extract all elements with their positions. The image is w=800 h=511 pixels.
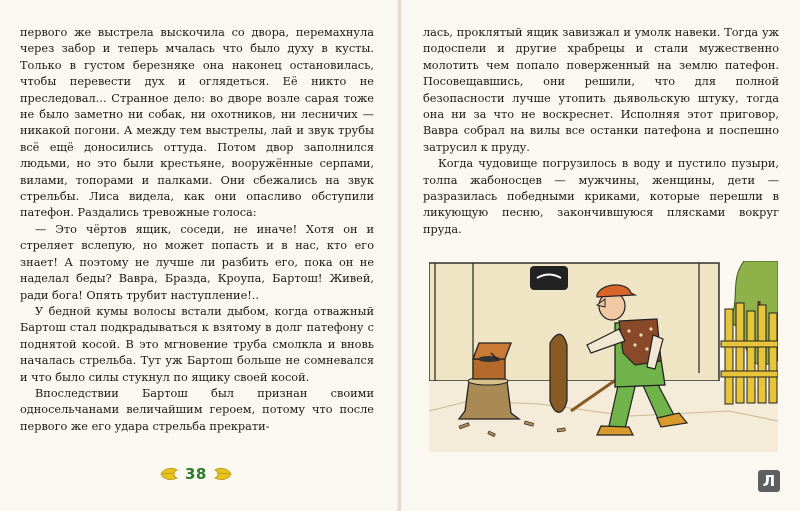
left-page: [0, 0, 399, 511]
gramophone-box: [473, 343, 511, 379]
paragraph: Впоследствии Бартош был признан своими односельчанами величайшим героем, потому что после первого же его удара стрельба прекрати-: [20, 386, 374, 433]
paragraph: У бедной кумы волосы встали дыбом, когда отважный Бартош стал подкрадываться к взятому в долг патефону с поднятой косой. В это мгновение труба смолкла и вновь началась стрельба. Тут уж Бартош больше не сомневался и что было силы стукнул по ящику своей косой.: [20, 304, 374, 384]
right-page: [401, 0, 800, 511]
paragraph: — Это чёртов ящик, соседи, не иначе! Хотя он и стреляет вслепую, но может попасть и в нас, кто его знает! А поэтому не лучше ли разбить его, пока он не наделал беды? Вавра, Бразда, Кроупа, Бартош! Живей, ради бога! Опять трубит наступление!..: [20, 222, 374, 302]
page-number: 38: [185, 465, 207, 483]
fence: [721, 303, 778, 404]
paragraph: лась, проклятый ящик завизжал и умолк навеки. Тогда уж подоспели и другие храбрецы и стали мужественно молотить чем попало поверженный на землю патефон. Посовещавшись, они решили, что для полной безопасности лучше утопить дьявольскую штуку, тогда она ни за что не воскреснет. Исполняя этот приговор, Вавра собрал на вилы все останки патефона и поспешно затрусил к пруду.: [423, 26, 779, 154]
leaf-ornament-icon: [214, 467, 232, 481]
illustration: [429, 261, 778, 452]
leaf-ornament-icon: [160, 467, 178, 481]
left-text-column: [20, 25, 374, 435]
page-folio: [160, 464, 250, 484]
right-text-column: [423, 25, 779, 238]
publisher-logo: Л: [758, 470, 780, 492]
paragraph: Когда чудовище погрузилось в воду и пустило пузыри, толпа жабоносцев — мужчины, женщины, дети — разразилась победными криками, которые перешли в ликующую песню, закончившуюся плясками вокруг пруда.: [423, 157, 779, 236]
wall-sign: [530, 266, 568, 290]
paragraph: первого же выстрела выскочила со двора, перемахнула через забор и теперь мчалась что было духу в кусты. Только в густом березняке она наконец остановилась, чтобы перевести дух и оглядеться. Её никто не преследовал... Странное дело: во дворе возле сарая тоже не было заметно ни собак, ни охотников, ни лесничих — никакой погони. А между тем выстрелы, лай и звук трубы всё ещё доносились оттуда. Потом двор заполнился людьми, но это были крестьяне, вооружённые серпами, вилами, топорами и палками. Они сбежались на звук стрельбы. Лиса видела, как они опасливо обступили патефон. Раздались тревожные голоса:: [20, 26, 374, 220]
